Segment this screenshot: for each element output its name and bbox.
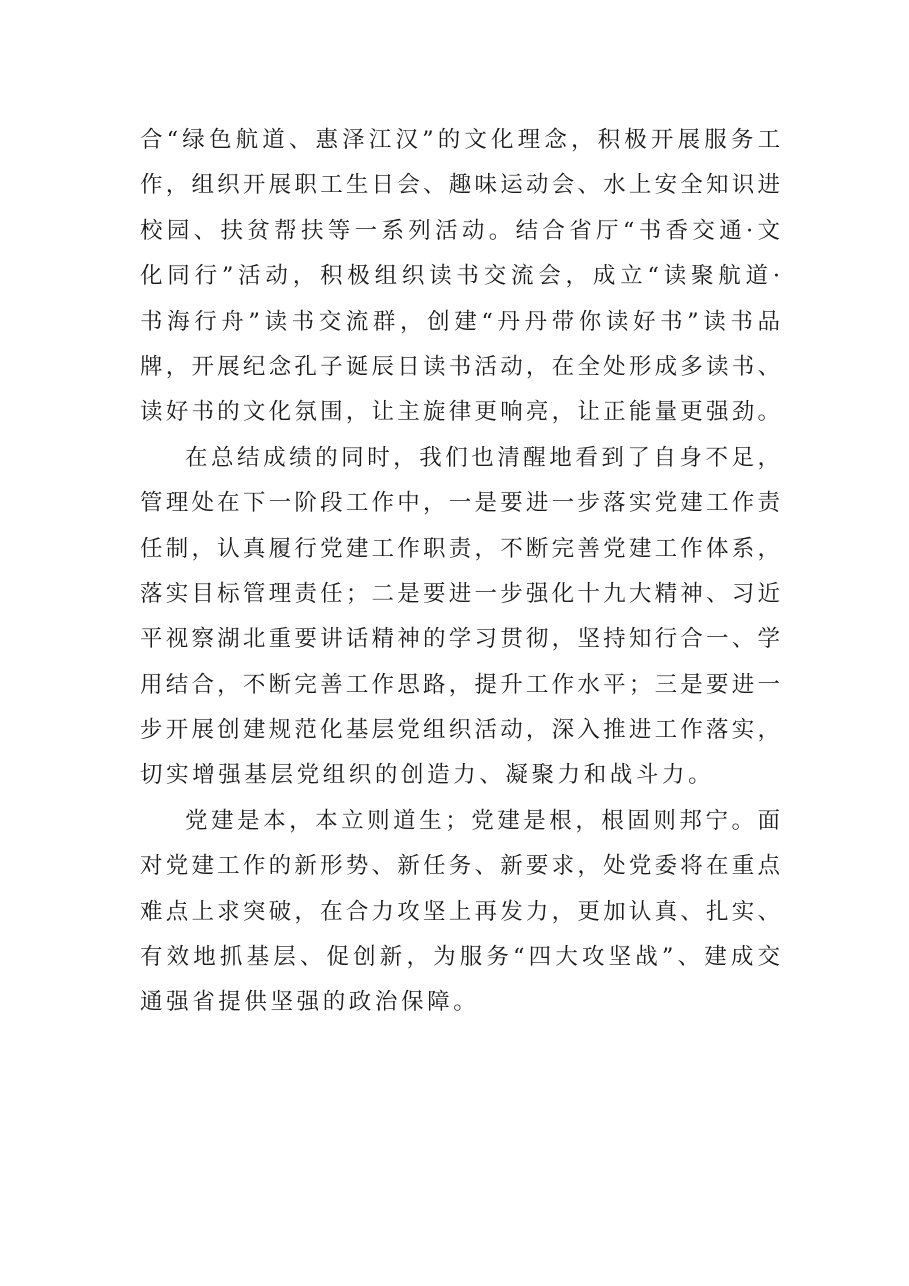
- paragraph-line: 校园、扶贫帮扶等一系列活动。结合省厅“书香交通·文: [140, 217, 780, 244]
- paragraph-line: 任制，认真履行党建工作职责，不断完善党建工作体系，: [140, 535, 780, 562]
- paragraph-line: 平视察湖北重要讲话精神的学习贯彻，坚持知行合一、学: [140, 626, 780, 653]
- paragraph-line: 书海行舟”读书交流群，创建“丹丹带你读好书”读书品: [140, 308, 780, 335]
- paragraph-line: 牌，开展纪念孔子诞辰日读书活动，在全处形成多读书、: [140, 353, 780, 380]
- paragraph-first-line: 党建是本，本立则道生；党建是根，根固则邦宁。面: [185, 807, 780, 834]
- paragraph-last-line: 通强省提供坚强的政治保障。: [140, 989, 480, 1016]
- paragraph-line: 用结合，不断完善工作思路，提升工作水平；三是要进一: [140, 671, 780, 698]
- paragraph-line: 作，组织开展职工生日会、趣味运动会、水上安全知识进: [140, 172, 780, 199]
- paragraph-1: [140, 118, 780, 436]
- paragraph-line: 对党建工作的新形势、新任务、新要求，处党委将在重点: [140, 853, 780, 880]
- paragraph-line: 步开展创建规范化基层党组织活动，深入推进工作落实，: [140, 717, 780, 744]
- document-body: [140, 118, 780, 1026]
- paragraph-line: 读好书的文化氛围，让主旋律更响亮，让正能量更强劲。: [140, 399, 780, 426]
- paragraph-3: [140, 799, 780, 1026]
- paragraph-line: 合“绿色航道、惠泽江汉”的文化理念，积极开展服务工: [140, 127, 780, 153]
- paragraph-line: 落实目标管理责任；二是要进一步强化十九大精神、习近: [140, 580, 780, 607]
- paragraph-last-line: 切实增强基层党组织的创造力、凝聚力和战斗力。: [140, 762, 715, 789]
- paragraph-line: 难点上求突破，在合力攻坚上再发力，更加认真、扎实、: [140, 898, 780, 925]
- paragraph-first-line: 在总结成绩的同时，我们也清醒地看到了自身不足，: [185, 444, 780, 471]
- paragraph-2: [140, 436, 780, 799]
- paragraph-line: 管理处在下一阶段工作中，一是要进一步落实党建工作责: [140, 490, 780, 517]
- paragraph-line: 有效地抓基层、促创新，为服务“四大攻坚战”、建成交: [140, 944, 780, 971]
- paragraph-line: 化同行”活动，积极组织读书交流会，成立“读聚航道·: [140, 263, 780, 290]
